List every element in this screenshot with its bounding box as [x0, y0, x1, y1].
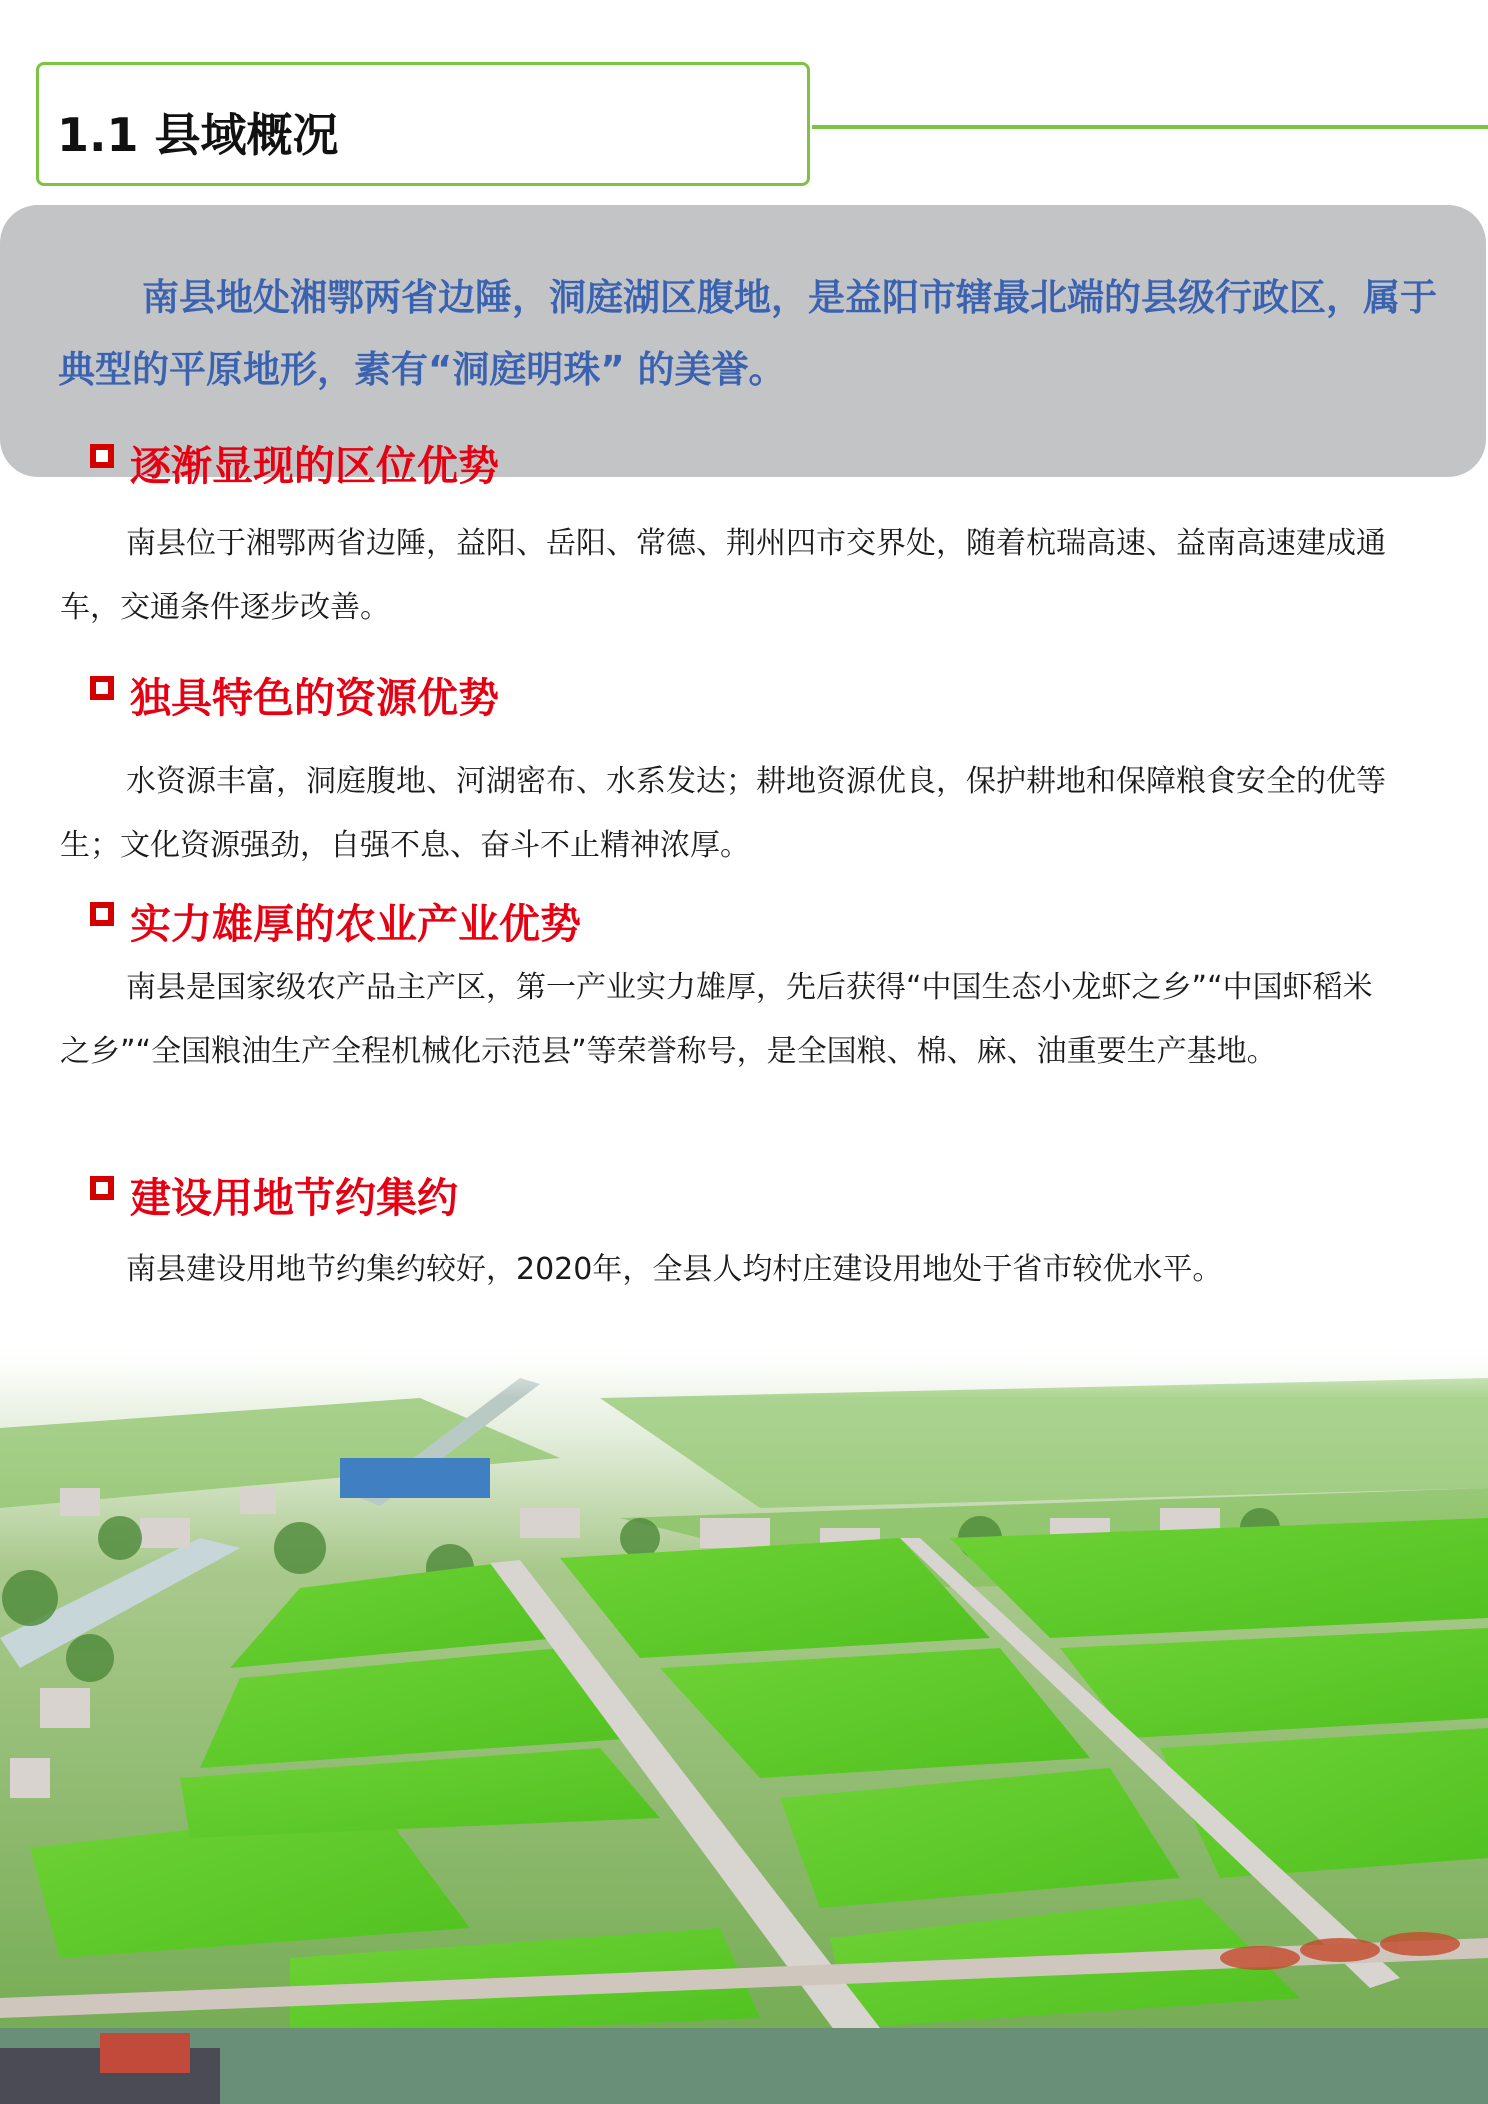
- section-title: 逐渐显现的区位优势: [130, 441, 499, 490]
- aerial-farmland-photo: [0, 1338, 1488, 2104]
- section-title: 独具特色的资源优势: [130, 673, 499, 722]
- square-bullet-icon: [90, 1176, 114, 1200]
- section-heading-agriculture: [90, 892, 581, 948]
- section-heading-resources: [90, 666, 499, 722]
- section-heading-location: [90, 434, 499, 490]
- header-rule: [812, 125, 1488, 129]
- square-bullet-icon: [90, 444, 114, 468]
- page-title: 1.1 县域概况: [57, 108, 339, 162]
- section-header-box: [36, 62, 810, 186]
- square-bullet-icon: [90, 676, 114, 700]
- section-title: 建设用地节约集约: [130, 1173, 458, 1222]
- section-title: 实力雄厚的农业产业优势: [130, 899, 581, 948]
- square-bullet-icon: [90, 902, 114, 926]
- section-body: 水资源丰富，洞庭腹地、河湖密布、水系发达；耕地资源优良，保护耕地和保障粮食安全的优等生；文化资源强劲，自强不息、奋斗不止精神浓厚。: [60, 764, 1386, 863]
- section-body: 南县建设用地节约集约较好，2020年，全县人均村庄建设用地处于省市较优水平。: [126, 1252, 1223, 1287]
- intro-text: 南县地处湘鄂两省边陲，洞庭湖区腹地，是益阳市辖最北端的县级行政区，属于典型的平原地形，素有“洞庭明珠” 的美誉。: [58, 276, 1437, 391]
- section-heading-landuse: [90, 1166, 458, 1222]
- section-body: 南县位于湘鄂两省边陲，益阳、岳阳、常德、荆州四市交界处，随着杭瑞高速、益南高速建成通车，交通条件逐步改善。: [60, 526, 1386, 625]
- section-body: 南县是国家级农产品主产区，第一产业实力雄厚，先后获得“中国生态小龙虾之乡”“中国虾稻米之乡”“全国粮油生产全程机械化示范县”等荣誉称号，是全国粮、棉、麻、油重要生产基地。: [60, 970, 1373, 1069]
